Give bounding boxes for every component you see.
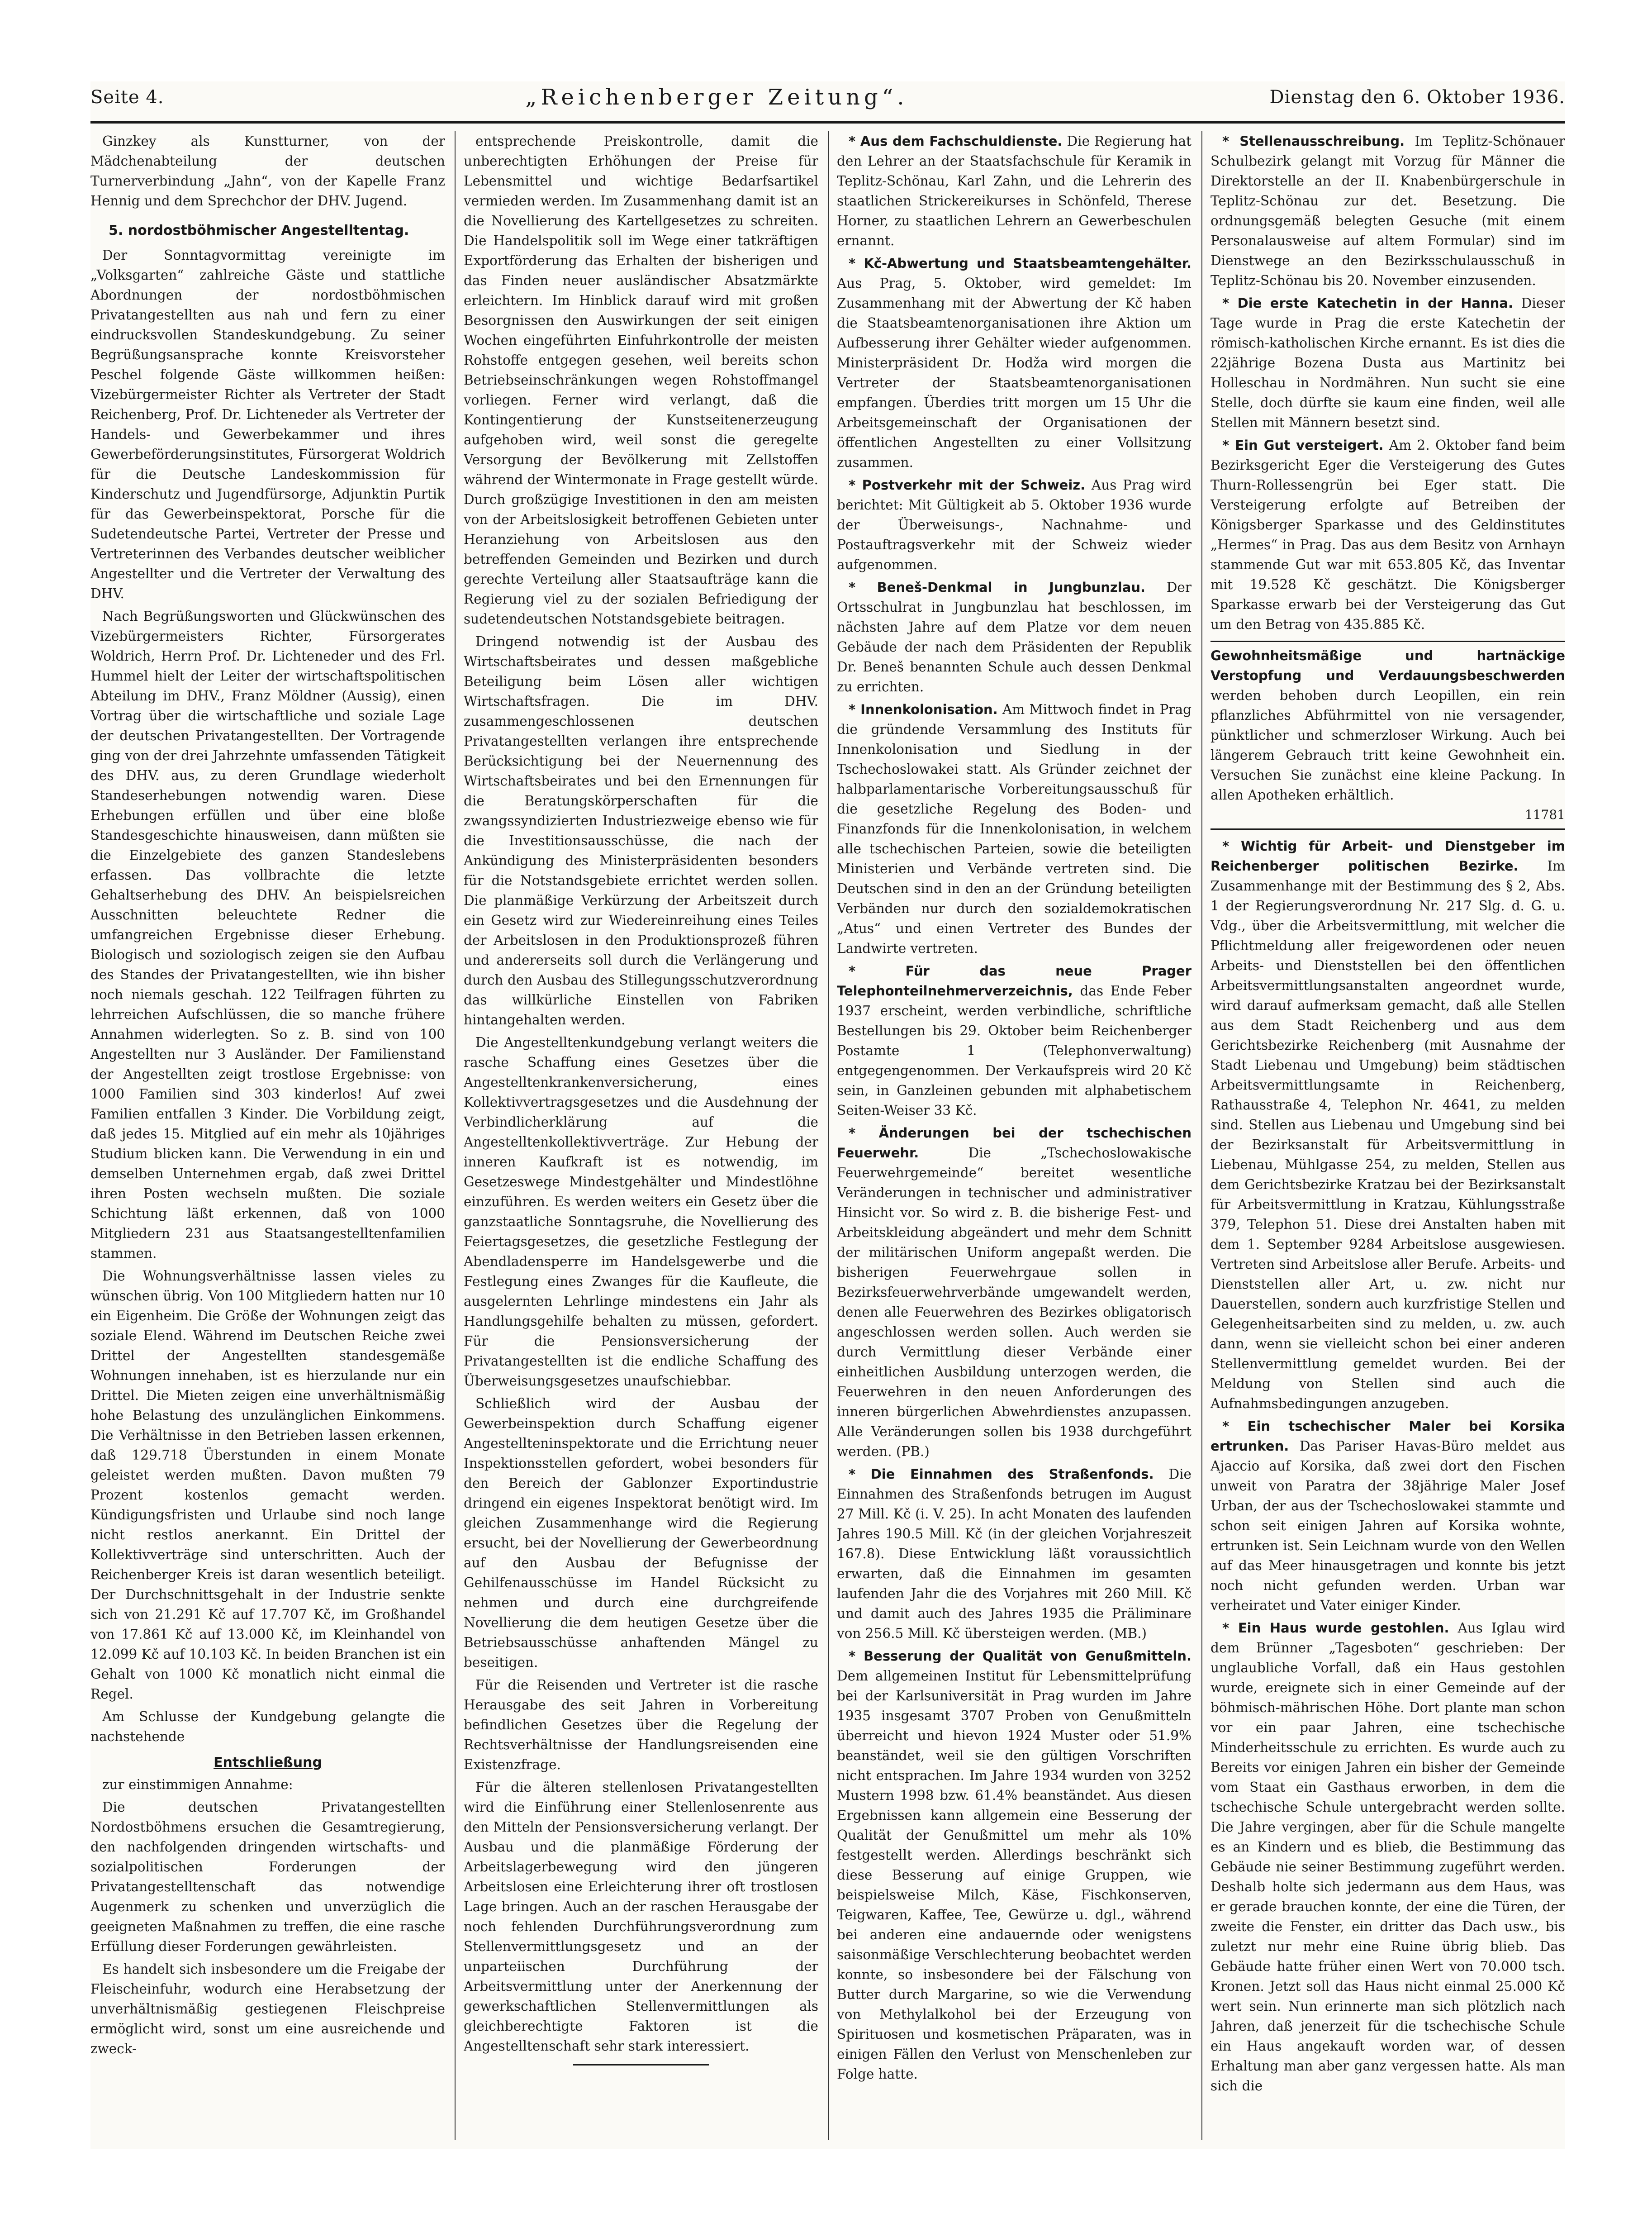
text-block <box>90 1797 445 1956</box>
text-block <box>464 1394 818 1672</box>
resolution-heading: Entschließung <box>214 1755 322 1770</box>
paragraph: Der Sonntagvormittag vereinigte im „Volksgarten“ zahlreiche Gäste und stattliche Abordnungen der nordostböhmischen Privatangestellten aus nah und fern zu einer eindrucksvollen Standeskundgebung. Zu seiner Begrüßungsansprache konnte Kreisvorsteher Peschel folgende Gäste willkommen heißen: Vizebürgermeister Richter als Vertreter der Stadt Reichenberg, Prof. Dr. Lichteneder als Vertreter der Handels- und Gewerbekammer und ihres Gewerbeförderungsinstitutes, Fürsorgerat Woldrich für die Deutsche Landeskommission für Kinderschutz und Jugendfürsorge, Adjunktin Purtik für das Gewerbeinspektorat, Porsche für die Sudetendeutsche Partei, Vertreter der Presse und Vertreterinnen des Verbandes deutscher weiblicher Angestellter und die Vertreter der Verwaltung des DHV. <box>90 247 445 601</box>
article-body: Die Einnahmen des Straßenfonds betrugen im August 27 Mill. Kč (i. V. 25). In acht Monaten des laufenden Jahres 190.5 Mill. Kč (in der gleichen Vorjahreszeit 167.8). Diese Entwicklung läßt voraussichtlich erwarten, daß die Einnahmen im gesamten laufenden Jahr die des Vorjahres mit 260 Mill. Kč und damit auch des Jahres 1935 die Präliminare von 256.5 Mill. Kč übersteigen werden. (MB.) <box>837 1466 1192 1641</box>
article-body: Am Mittwoch findet in Prag die gründende Versammlung des Instituts für Innenkolonisation und Siedlung in der Tschechoslowakei statt. Als Gründer zeichnet der halbparlamentarische Vorbereitungsausschuß für die gesetzliche Regelung des Boden- und Finanzfonds für die Innenkolonisation, in welchem alle tschechischen Parteien, sowie die beteiligten Ministerien und Verbände vertreten sind. Die Deutschen sind in den an der Gründung beteiligten Verbänden nur durch den sozialdemokratischen „Atus“ und einen Vertreter des Bundes der Landwirte vertreten. <box>837 702 1192 956</box>
news-article <box>837 1646 1192 2084</box>
news-article <box>837 1464 1192 1643</box>
article-paragraph <box>837 1464 1192 1643</box>
text-block <box>90 1707 445 1747</box>
paragraph: Es handelt sich insbesondere um die Freigabe der Fleischeinfuhr, wodurch eine Herabsetzung der unverhältnismäßig gestiegenen Fleischpreise ermöglicht wird, sonst um eine ausreichende und zweck- <box>90 1961 445 2056</box>
article-paragraph <box>1211 1618 1565 2096</box>
column-3 <box>837 131 1192 2140</box>
paragraph: Nach Begrüßungsworten und Glückwünschen des Vizebürgermeisters Richter, Fürsorgerates Woldrich, Herrn Prof. Dr. Lichteneder und des Frl. Hummel hielt der Leiter der wirtschaftspolitischen Abteilung im DHV., Franz Möldner (Aussig), einen Vortrag über die wirtschaftliche und soziale Lage der deutschen Privatangestellten. Der Vortragende ging von der drei Jahrzehnte umfassenden Tätigkeit des DHV. aus, zu deren Grundlage wiederholt Standeserhebungen notwendig waren. Diese Erhebungen erfüllen und über eine bloße Standesgeschichte hinausweisen, dann müßten sie die Einzelgebiete des ganzen Standeslebens erfassen. Das vollbrachte die letzte Gehaltserhebung des DHV. An beispielsreichen Ausschnitten beleuchtete Redner die umfangreichen Ergebnisse dieser Erhebung. Biologisch und soziologisch zeigen sie den Aufbau des Standes der Privatangestellten, wie ihn bisher noch niemals geschah. 122 Teilfragen führten zu lehrreichen Aufschlüssen, die so manche frühere Annahmen widerlegten. So z. B. sind von 100 Angestellten nur 3 Ausländer. Der Familienstand der Angestellten zeigt trostlose Ergebnisse: von 1000 Familien sind 303 kinderlos! Auf zwei Familien entfallen 3 Kinder. Die Vorbildung zeigt, daß jedes 15. Mitglied auf ein mehr als 10jähriges Studium blicken kann. Die Verwendung in ein und demselben Unternehmen ergab, daß zwei Drittel ihren Posten wechseln mußten. Die soziale Schichtung läßt erkennen, daß von 1000 Mitgliedern 231 aus Staatsangestelltenfamilien stammen. <box>90 609 445 1261</box>
text-block <box>464 131 818 629</box>
section-heading: 5. nordostböhmischer Angestelltentag. <box>109 223 409 238</box>
article-body: Die „Tschechoslowakische Feuerwehrgemeinde“ bereitet wesentliche Veränderungen in technischer und administrativer Hinsicht vor. So wird z. B. die bisherige Fest- und Arbeitskleidung abgeändert und mehr dem Schnitt der militärischen Uniform angepaßt werden. Die bisherigen Feuerwehrgaue sollen in Bezirksfeuerwehrverbände umgewandelt werden, denen alle Feuerwehren des Bezirkes obligatorisch angeschlossen werden sollen. Auch werden sie durch Vermittlung dieser Verbände einer einheitlichen Ausbildung unterzogen werden, die Feuerwehren in den neuen Anforderungen des inneren bürgerlichen Abwehrdienstes anzupassen. Alle Veränderungen sollen bis 1938 durchgeführt werden. (PB.) <box>837 1145 1192 1459</box>
news-article <box>1211 131 1565 290</box>
text-block <box>90 1266 445 1704</box>
article-body: Dem allgemeinen Institut für Lebensmittelprüfung bei der Karlsuniversität in Prag wurden im Jahre 1935 insgesamt 3707 Proben von Genußmitteln überreicht und hievon 1924 Muster oder 51.9% beanständet, weil sie den gültigen Vorschriften nicht entsprachen. Im Jahre 1934 wurden von 3252 Mustern 1998 bzw. 61.4% beanständet. Aus diesen Ergebnissen kann allgemein eine Besserung der Qualität der Genußmittel um mehr als 10% festgestellt werden. Allerdings beschränkt sich diese Besserung auf einige Gruppen, wie beispielsweise Milch, Käse, Fischkonserven, Teigwaren, Kaffee, Tee, Gewürze u. dgl., während bei anderen eine andauernde oder wenigstens saisonmäßige Verschlechterung beobachtet werden konnte, so insbesondere bei der Fälschung von Butter durch Margarine, so wie die Verwendung von Methylalkohol bei der Erzeugung von Spirituosen und kosmetischen Präparaten, was in einigen Fällen den Verlust von Menschenleben zur Folge hatte. <box>837 1668 1192 2082</box>
article-paragraph <box>837 131 1192 251</box>
paragraph: Die deutschen Privatangestellten Nordostböhmens ersuchen die Gesamtregierung, den nachfolgenden dringenden wirtschafts- und sozialpolitischen Forderungen der Privatangestelltenschaft das notwendige Augenmerk zu schenken und unverzüglich die geeigneten Maßnahmen zu treffen, die eine rasche Erfüllung dieser Forderungen gewährleisten. <box>90 1799 445 1954</box>
article-headline: * Änderungen bei der tschechischen Feuerwehr. <box>837 1125 1192 1161</box>
paragraph: Für die Reisenden und Vertreter ist die rasche Herausgabe des seit Jahren in Vorbereitung befindlichen Gesetzes über die Regelung der Rechtsverhältnisse der Handlungsreisenden eine Existenzfrage. <box>464 1677 818 1772</box>
article-paragraph <box>837 1646 1192 2084</box>
text-block <box>90 245 445 604</box>
article-headline: * Innenkolonisation. <box>849 702 998 717</box>
ad-paragraph <box>1211 646 1565 805</box>
header-rule <box>90 121 1565 124</box>
news-article <box>837 700 1192 958</box>
article-body: Aus Iglau wird dem Brünner „Tagesboten“ geschrieben: Der unglaubliche Vorfall, daß ein Haus gestohlen wurde, ereignete sich in einer Gemeinde auf der böhmisch-mährischen Höhe. Dort plante man schon vor ein paar Jahren, eine tschechische Minderheitsschule zu errichten. Es wurde auch zu Bereits vor einigen Jahren ein bisher der Gemeinde vom Staat ein Gasthaus erworben, in dem die tschechische Schule untergebracht werden sollte. Die Jahre vergingen, aber für die Schule mangelte es an Kindern und es blieb, die Bestimmung das Gebäude nie seiner Bestimmung zugeführt werden. Deshalb holte sich jedermann aus dem Haus, was er gerade brauchen konnte, der eine die Türen, der zweite die Fenster, ein dritter das Dach usw., bis zuletzt nur mehr eine Ruine übrig blieb. Das Gebäude hatte früher einen Wert von 70.000 tsch. Kronen. Jetzt soll das Haus nicht einmal 25.000 Kč wert sein. Nun erinnerte man sich plötzlich nach Jahren, daß jenerzeit für die tschechische Schule ein Haus angekauft worden war, of dessen Erhaltung man aber ganz vergessen hatte. Als man sich die <box>1211 1620 1565 2094</box>
article-headline: * Postverkehr mit der Schweiz. <box>849 477 1086 493</box>
text-block <box>464 1675 818 1775</box>
newspaper-page <box>90 81 1565 2149</box>
article-paragraph <box>1211 1416 1565 1615</box>
article-end-rule <box>573 2064 709 2065</box>
article-headline: * Beneš-Denkmal in Jungbunzlau. <box>849 580 1145 595</box>
paragraph: Die Angestelltenkundgebung verlangt weiters die rasche Schaffung eines Gesetzes über die Angestelltenkrankenversicherung, eines Kollektivvertragsgesetzes und die Ausdehnung der Verbindlicherklärung auf die Angestelltenkollektivverträge. Zur Hebung der inneren Kaufkraft ist es notwendig, im Gesetzeswege Mindestgehälter und Mindestlöhne einzuführen. Es werden weiters ein Gesetz über die ganzstaatliche Sonntagsruhe, die Novellierung des Feiertagsgesetzes, die gesetzliche Festlegung der Abendladensperre im Handelsgewerbe und die Festlegung eines Zwanges für die Kaufleute, die ausgelernten Lehrlinge mindestens ein Jahr als Handlungsgehilfe behalten zu müssen, gefordert. Für die Pensionsversicherung der Privatangestellten ist die endliche Schaffung des Überweisungsgesetzes unaufschiebbar. <box>464 1035 818 1389</box>
text-block <box>90 606 445 1263</box>
news-article <box>1211 836 1565 1413</box>
article-paragraph <box>837 475 1192 575</box>
ad-headline: Gewohnheitsmäßige und hartnäckige Verstopfung und Verdauungsbeschwerden <box>1211 648 1565 683</box>
article-paragraph <box>1211 293 1565 433</box>
column-divider <box>455 131 456 2140</box>
article-body: Die Regierung hat den Lehrer an der Staatsfachschule für Keramik in Teplitz-Schönau, Karl Zahn, und die Lehrerin des staatlichen Strickereikurses in Schönfeld, Therese Horner, zu staatlichen Lehrern an Gewerbeschulen ernannt. <box>837 133 1192 248</box>
text-block <box>464 1033 818 1391</box>
article-headline: * Ein Haus wurde gestohlen. <box>1222 1620 1449 1636</box>
article-headline: * Besserung der Qualität von Genußmitteln. <box>849 1648 1192 1664</box>
article-body: Aus Prag, 5. Oktober, wird gemeldet: Im Zusammenhang mit der Abwertung der Kč haben die Staatsbeamtenorganisationen ihre Aktion um Aufbesserung ihrer Gehälter wieder aufgenommen. Ministerpräsident Dr. Hodža wird morgen die Vertreter der Staatsbeamtenorganisationen empfangen. Überdies tritt morgen um 15 Uhr die Arbeitsgemeinschaft der Organisationen der öffentlichen Angestellten zu einer Vollsitzung zusammen. <box>837 276 1192 470</box>
news-article <box>837 131 1192 251</box>
masthead <box>90 81 1565 113</box>
news-article <box>837 577 1192 697</box>
news-article <box>837 253 1192 472</box>
news-article <box>837 961 1192 1120</box>
article-paragraph <box>1211 836 1565 1413</box>
article-paragraph <box>837 577 1192 697</box>
ad-body: werden behoben durch Leopillen, ein rein pflanzliches Abführmittel von nie versagender, pünktlicher und schmerzloser Wirkung. Auch bei längerem Gebrauch tritt keine Gewohnheit ein. Versuchen Sie zunächst eine kleine Packung. In allen Apotheken erhältlich. <box>1211 688 1565 803</box>
article-headline: * Für das neue Prager Telephonteilnehmerverzeichnis, <box>837 963 1192 999</box>
paragraph: Am Schlusse der Kundgebung gelangte die nachstehende <box>90 1709 445 1744</box>
news-article <box>1211 1618 1565 2096</box>
article-paragraph <box>1211 131 1565 290</box>
article-headline: * Aus dem Fachschuldienste. <box>849 133 1063 149</box>
advertisement <box>1211 641 1565 830</box>
article-headline: * Stellenausschreibung. <box>1222 133 1405 149</box>
article-body: Das Pariser Havas-Büro meldet aus Ajaccio auf Korsika, daß zwei dort den Fischen unweit von Paratra der 38jährige Maler Josef Urban, der aus der Tschechoslowakei stammte und schon seit einigen Jahren auf Korsika wohnte, ertrunken ist. Sein Leichnam wurde von den Wellen auf das Meer hinausgetragen und konnte bis jetzt noch nicht gefunden werden. Urban war verheiratet und Vater einiger Kinder. <box>1211 1438 1565 1613</box>
article-paragraph <box>1211 435 1565 634</box>
paragraph: Ginzkey als Kunstturner, von der Mädchenabteilung der deutschen Turnerverbindung „Jahn“, von der Kapelle Franz Hennig und dem Sprechchor der DHV. Jugend. <box>90 133 445 209</box>
ad-reference-number: 11781 <box>1524 807 1565 822</box>
article-body: Im Zusammenhange mit der Bestimmung des § 2, Abs. 1 der Regierungsverordnung Nr. 217 Slg. d. G. u. Vdg., über die Arbeitsvermittlung, mit welcher die Pflichtmeldung aller freigewordenen oder neuen Arbeits- und Dienststellen bei den öffentlichen Arbeitsvermittlungsanstalten angeordnet wurde, wird darauf aufmerksam gemacht, daß alle Stellen aus dem Stadt Reichenberg und aus dem Gerichtsbezirke Reichenberg (mit Ausnahme der Stadt Liebenau und Umgebung) beim städtischen Arbeitsvermittlungsamte in Reichenberg, Rathausstraße 4, Telephon Nr. 4641, zu melden sind. Stellen aus Liebenau und Umgebung sind bei der Bezirksanstalt für Arbeitsvermittlung in Liebenau, Mühlgasse 254, zu melden, Stellen aus dem Gerichtsbezirke Kratzau bei der Bezirksanstalt für Arbeitsvermittlung in Kratzau, Kühlungsstraße 379, Telephon 51. Diese drei Anstalten haben mit dem 1. September 9284 Arbeitslose ausgewiesen. Vertreten sind Arbeitslose aller Berufe. Arbeits- und Dienststellen aller Art, u. zw. nicht nur Dauerstellen, sondern auch kurzfristige Stellen und Gelegenheitsarbeiten sind zu melden, u. zw. auch dann, wenn sie vielleicht schon bei einer anderen Stellenvermittlung gemeldet wurden. Bei der Meldung von Stellen sind auch die Aufnahmsbedingungen anzugeben. <box>1211 858 1565 1411</box>
column-4 <box>1211 131 1565 2140</box>
text-block <box>90 131 445 211</box>
news-article <box>1211 293 1565 433</box>
paragraph: zur einstimmigen Annahme: <box>102 1777 293 1792</box>
paragraph: entsprechende Preiskontrolle, damit die unberechtigten Erhöhungen der Preise für Lebensmittel und wichtige Bedarfsartikel vermieden werden. Im Zusammenhang damit ist an die Novellierung des Kartellgesetzes zu schreiten. Die Handelspolitik soll im Wege einer tatkräftigen Exportförderung das Erhalten der bisherigen und das Finden neuer ausländischer Absatzmärkte erleichtern. Im Hinblick darauf wird mit großen Besorgnissen den Auswirkungen der seit einigen Wochen eingeführten Einfuhrkontrolle der meisten Rohstoffe entgegen gesehen, weil bereits schon Betriebseinschränkungen wegen Rohstoffmangel vorliegen. Ferner wird verlangt, daß die Kontingentierung der Kunstseitenerzeugung aufgehoben wird, weil sonst die geregelte Versorgung der Bevölkerung mit Zellstoffen während der Wintermonate in Frage gestellt würde. Durch großzügige Investitionen in den am meisten von der Arbeitslosigkeit betroffenen Gebieten unter Heranziehung von Arbeitslosen aus den betreffenden Gemeinden und Bezirken und durch gerechte Verteilung aller Staatsaufträge kann die Regierung viel zu der sozialen Befriedigung der sudetendeutschen Notstandsgebiete beitragen. <box>464 133 818 627</box>
newspaper-title: „Reichenberger Zeitung“. <box>525 85 908 110</box>
article-headline: * Ein tschechischer Maler bei Korsika ertrunken. <box>1211 1418 1565 1454</box>
article-paragraph <box>837 253 1192 472</box>
text-block <box>464 1777 818 2056</box>
article-body: das Ende Feber 1937 erscheint, werden verbindliche, schriftliche Bestellungen bis 29. Oktober beim Reichenberger Postamte 1 (Telephonverwaltung) entgegengenommen. Der Verkaufspreis wird 20 Kč sein, in Ganzleinen gebunden mit alphabetischem Seiten-Weiser 33 Kč. <box>837 983 1192 1118</box>
issue-date: Dienstag den 6. Oktober 1936. <box>1269 87 1565 108</box>
paragraph: Die Wohnungsverhältnisse lassen vieles zu wünschen übrig. Von 100 Mitgliedern hatten nur 10 ein Eigenheim. Die Größe der Wohnungen zeigt das soziale Elend. Während im Deutschen Reiche zwei Drittel der Angestellten standesgemäße Wohnungen innehaben, ist es hierzulande nur ein Drittel. Die Mieten zeigen eine unverhältnismäßig hohe Belastung des unzulänglichen Einkommens. Die Verhältnisse in den Betrieben lassen erkennen, daß 129.718 Überstunden in einem Monate geleistet werden mußten. Davon mußten 79 Prozent kostenlos gemacht werden. Kündigungsfristen und Urlaube sind noch lange nicht restlos anerkannt. Ein Drittel der Kollektivverträge sind unterschritten. Auch der Reichenberger Kreis ist daran wesentlich beteiligt. Der Durchschnittsgehalt in der Industrie senkte sich von 21.291 Kč auf 17.707 Kč, im Großhandel von 17.861 Kč auf 13.000 Kč, im Kleinhandel von 12.099 Kč auf 10.103 Kč. In beiden Branchen ist ein Gehalt von 1000 Kč monatlich nicht einmal die Regel. <box>90 1268 445 1702</box>
article-headline: * Die Einnahmen des Straßenfonds. <box>849 1466 1154 1482</box>
news-article <box>837 1123 1192 1461</box>
column-1 <box>90 131 445 2140</box>
news-article <box>837 475 1192 575</box>
page-number: Seite 4. <box>90 87 164 108</box>
article-headline: * Kč-Abwertung und Staatsbeamtengehälter. <box>849 256 1192 271</box>
paragraph: Für die älteren stellenlosen Privatangestellten wird die Einführung einer Stellenlosenrente aus den Mitteln der Pensionsversicherung verlangt. Der Ausbau und die planmäßige Förderung der Arbeitslagerbewegung wird den jüngeren Arbeitslosen eine Erleichterung ihrer oft trostlosen Lage bringen. Auch an der raschen Herausgabe der noch fehlenden Durchführungsverordnung zum Stellenvermittlungsgesetz und an der unparteiischen Durchführung der Arbeitsvermittlung unter der Anerkennung der gewerkschaftlichen Stellenvermittlungen als gleichberechtigte Faktoren ist die Angestelltenschaft sehr stark interessiert. <box>464 1780 818 2054</box>
article-paragraph <box>837 700 1192 958</box>
text-block <box>464 632 818 1030</box>
news-article <box>1211 435 1565 634</box>
article-headline: * Die erste Katechetin in der Hanna. <box>1222 295 1513 311</box>
paragraph: Schließlich wird der Ausbau der Gewerbeinspektion durch Schaffung eigener Angestellteninspektorate und die Errichtung neuer Inspektionsstellen gefordert, wobei besonders für den Bereich der Gablonzer Exportindustrie dringend ein eigenes Inspektorat benötigt wird. Im gleichen Zusammenhange wird die Regierung ersucht, bei der Novellierung der Gewerbeordnung auf den Ausbau der Befugnisse der Gehilfenausschüsse im Handel Rücksicht zu nehmen und durch eine durchgreifende Novellierung die dem heutigen Gesetze über die Betriebsausschüsse anhaftenden Mängel zu beseitigen. <box>464 1396 818 1670</box>
article-paragraph <box>837 961 1192 1120</box>
article-headline: * Wichtig für Arbeit- und Dienstgeber im Reichenberger politischen Bezirke. <box>1211 838 1565 874</box>
article-body: Aus Prag wird berichtet: Mit Gültigkeit ab 5. Oktober 1936 wurde der Überweisungs-, Nachnahme- und Postauftragsverkehr mit der Schweiz wieder aufgenommen. <box>837 477 1192 572</box>
text-block <box>90 1959 445 2059</box>
article-body: Am 2. Oktober fand beim Bezirksgericht Eger die Versteigerung des Gutes Thurn-Rollessengrün bei Eger statt. Die Versteigerung erfolgte auf Betreiben der Königsberger Sparkasse und des Geldinstitutes „Hermes“ in Prag. Das aus dem Besitz von Arnhayn stammende Gut war mit 653.805 Kč, das Inventar mit 19.528 Kč geschätzt. Die Königsberger Sparkasse erwarb bei der Versteigerung das Gut um den Betrag von 435.885 Kč. <box>1211 438 1565 632</box>
article-paragraph <box>837 1123 1192 1461</box>
article-headline: * Ein Gut versteigert. <box>1222 438 1384 453</box>
news-article <box>1211 1416 1565 1615</box>
text-block <box>90 1775 445 1794</box>
paragraph: Dringend notwendig ist der Ausbau des Wirtschaftsbeirates und dessen maßgebliche Beteiligung beim Lösen aller wichtigen Wirtschaftsfragen. Die im DHV. zusammengeschlossenen deutschen Privatangestellten verlangen ihre entsprechende Berücksichtigung bei der Neuernennung des Wirtschaftsbeirates und bei den Ernennungen für die Beratungskörperschaften für die zwangssyndizierten Industriezweige ebenso wie für die Investitionsausschüsse, die nach der Ankündigung des Ministerpräsidenten besonders für die Notstandsgebiete errichtet werden sollen. Die planmäßige Verkürzung der Arbeitszeit durch ein Gesetz wird zur Wiedereinreihung eines Teiles der Arbeitslosen in den Produktionsprozeß führen und andererseits soll durch die Verlängerung und durch den Ausbau des Stillegungsschutzverordnung das willkürliche Einstellen von Fabriken hintangehalten werden. <box>464 634 818 1028</box>
column-2 <box>464 131 818 2140</box>
article-body: Dieser Tage wurde in Prag die erste Katechetin der römisch-katholischen Kirche ernannt. Es ist dies die 22jährige Bozena Dusta aus Martinitz bei Holleschau in Nordmähren. Nun sucht sie eine Stelle, doch dürfte sie kaum eine finden, weil alle Stellen mit Männern besetzt sind. <box>1211 295 1565 430</box>
article-body: Im Teplitz-Schönauer Schulbezirk gelangt mit Vorzug für Männer die Direktorstelle an der II. Knabenbürgerschule in Teplitz-Schönau zur det. Besetzung. Die ordnungsgemäß belegten Gesuche (mit einem Personalausweise auf altem Formular) sind im Dienstwege an den Bezirksschulausschuß in Teplitz-Schönau bis 20. November einzusenden. <box>1211 133 1565 288</box>
article-body: Der Ortsschulrat in Jungbunzlau hat beschlossen, im nächsten Jahre auf dem Platze vor dem neuen Gebäude der nach dem Präsidenten der Republik Dr. Beneš benannten Schule auch dessen Denkmal zu errichten. <box>837 580 1192 695</box>
column-divider <box>1201 131 1202 2140</box>
column-divider <box>828 131 829 2140</box>
